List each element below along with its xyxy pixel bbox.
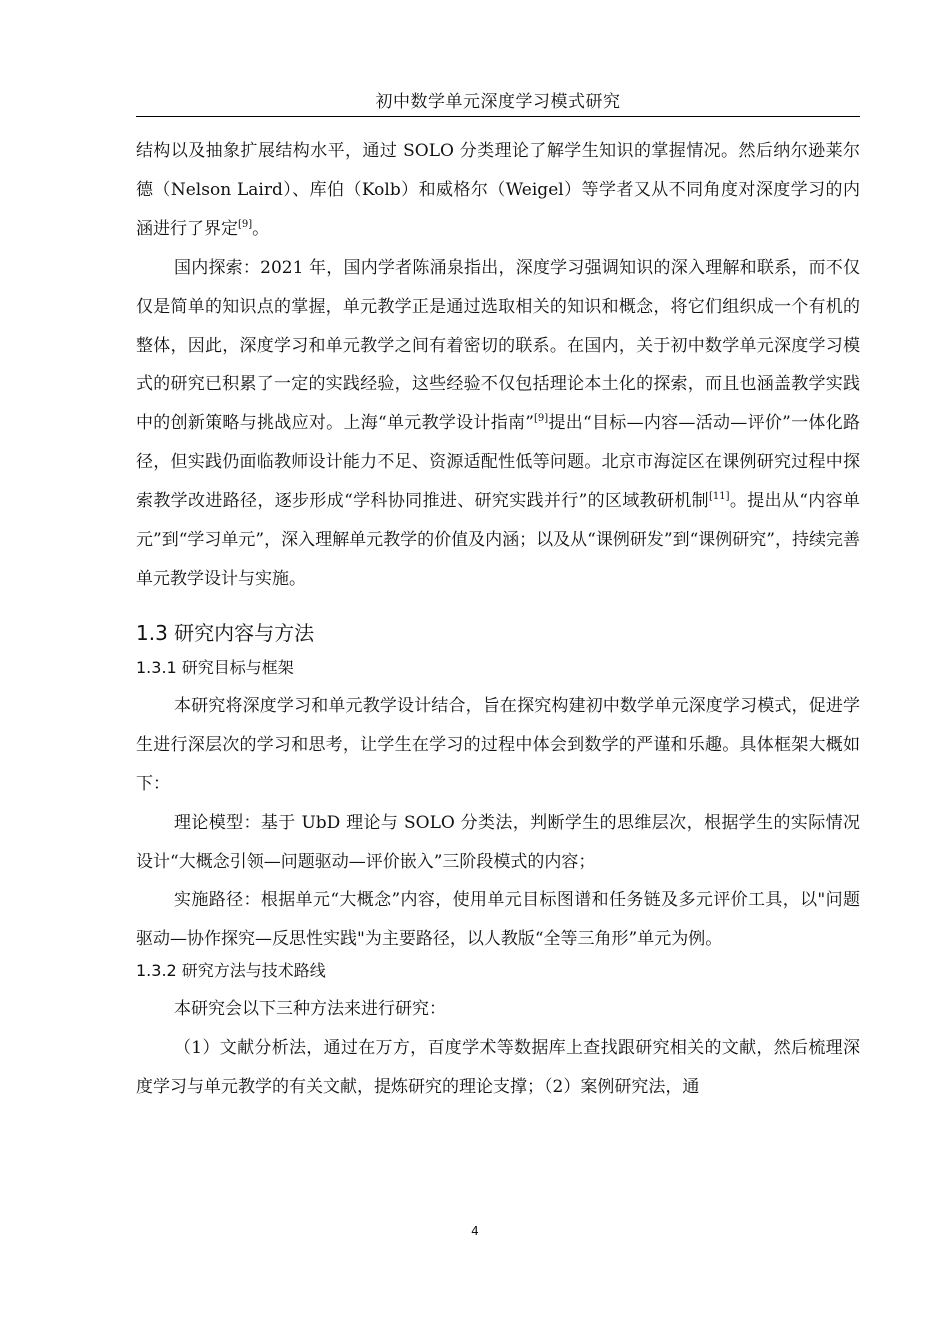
paragraph-foreign-research-end — [136, 132, 860, 249]
citation-ref: [9] — [238, 218, 253, 230]
paragraph-domestic-research — [136, 249, 860, 599]
paragraph-implementation-path: 实施路径：根据单元“大概念”内容，使用单元目标图谱和任务链及多元评价工具，以"问题驱动—协作探究—反思性实践"为主要路径，以人教版“全等三角形”单元为例。 — [136, 890, 860, 950]
section-heading: 1.3 研究内容与方法 — [136, 620, 315, 645]
citation-ref: [9] — [533, 413, 549, 425]
paragraph-text: 。提出从“内容单元”到“学习单元”，深入理解单元教学的价值及内涵；以及从“课例研发”到“课例研究”，持续完善单元教学设计与实施。 — [136, 491, 860, 589]
paragraph-research-intro: 本研究将深度学习和单元教学设计结合，旨在探究构建初中数学单元深度学习模式，促进学生进行深层次的学习和思考，让学生在学习的过程中体会到数学的严谨和乐趣。具体框架大概如下： — [136, 695, 860, 794]
header-rule — [136, 116, 860, 117]
paragraph-text: 提出“目标—内容—活动—评价”一体化路径，但实践仍面临教师设计能力不足、资源适配性低等问题。北京市海淀区在课例研究过程中探索教学改进路径，逐步形成“学科协同推进、研究实践并行”的区域教研机制 — [136, 413, 860, 512]
paragraph-methods-list: （1）文献分析法，通过在万方，百度学术等数据库上查找跟研究相关的文献，然后梳理深度学习与单元教学的有关文献，提炼研究的理论支撑；（2）案例研究法，通 — [136, 1038, 860, 1098]
paragraph-text: 结构以及抽象扩展结构水平，通过 SOLO 分类理论了解学生知识的掌握情况。然后纳尔逊莱尔德（Nelson Laird）、库伯（Kolb）和威格尔（Weigel）等学者又从不同角度对深度学习的内涵进行了界定 — [136, 141, 860, 239]
subsection-heading-methods: 1.3.2 研究方法与技术路线 — [136, 961, 326, 981]
paragraph-text: 。 — [252, 218, 270, 239]
paragraph-methods-intro: 本研究会以下三种方法来进行研究： — [174, 999, 446, 1020]
page-number: 4 — [471, 1224, 479, 1238]
paragraph-text: 国内探索：2021 年，国内学者陈涌泉指出，深度学习强调知识的深入理解和联系，而不仅仅是简单的知识点的掌握，单元教学正是通过选取相关的知识和概念，将它们组织成一个有机的整体，因此，深度学习和单元教学之间有着密切的联系。在国内，关于初中数学单元深度学习模式的研究已积累了一定的实践经验，这些经验不仅包括理论本土化的探索，而且也涵盖教学实践中的创新策略与挑战应对。上海“单元教学设计指南” — [136, 257, 860, 434]
paragraph-theory-model: 理论模型：基于 UbD 理论与 SOLO 分类法，判断学生的思维层次，根据学生的实际情况设计“大概念引领—问题驱动—评价嵌入”三阶段模式的内容； — [136, 812, 860, 872]
citation-ref: [11] — [709, 491, 730, 503]
subsection-heading-goals: 1.3.1 研究目标与框架 — [136, 657, 294, 677]
running-header: 初中数学单元深度学习模式研究 — [375, 92, 621, 112]
page-body — [136, 132, 860, 1107]
